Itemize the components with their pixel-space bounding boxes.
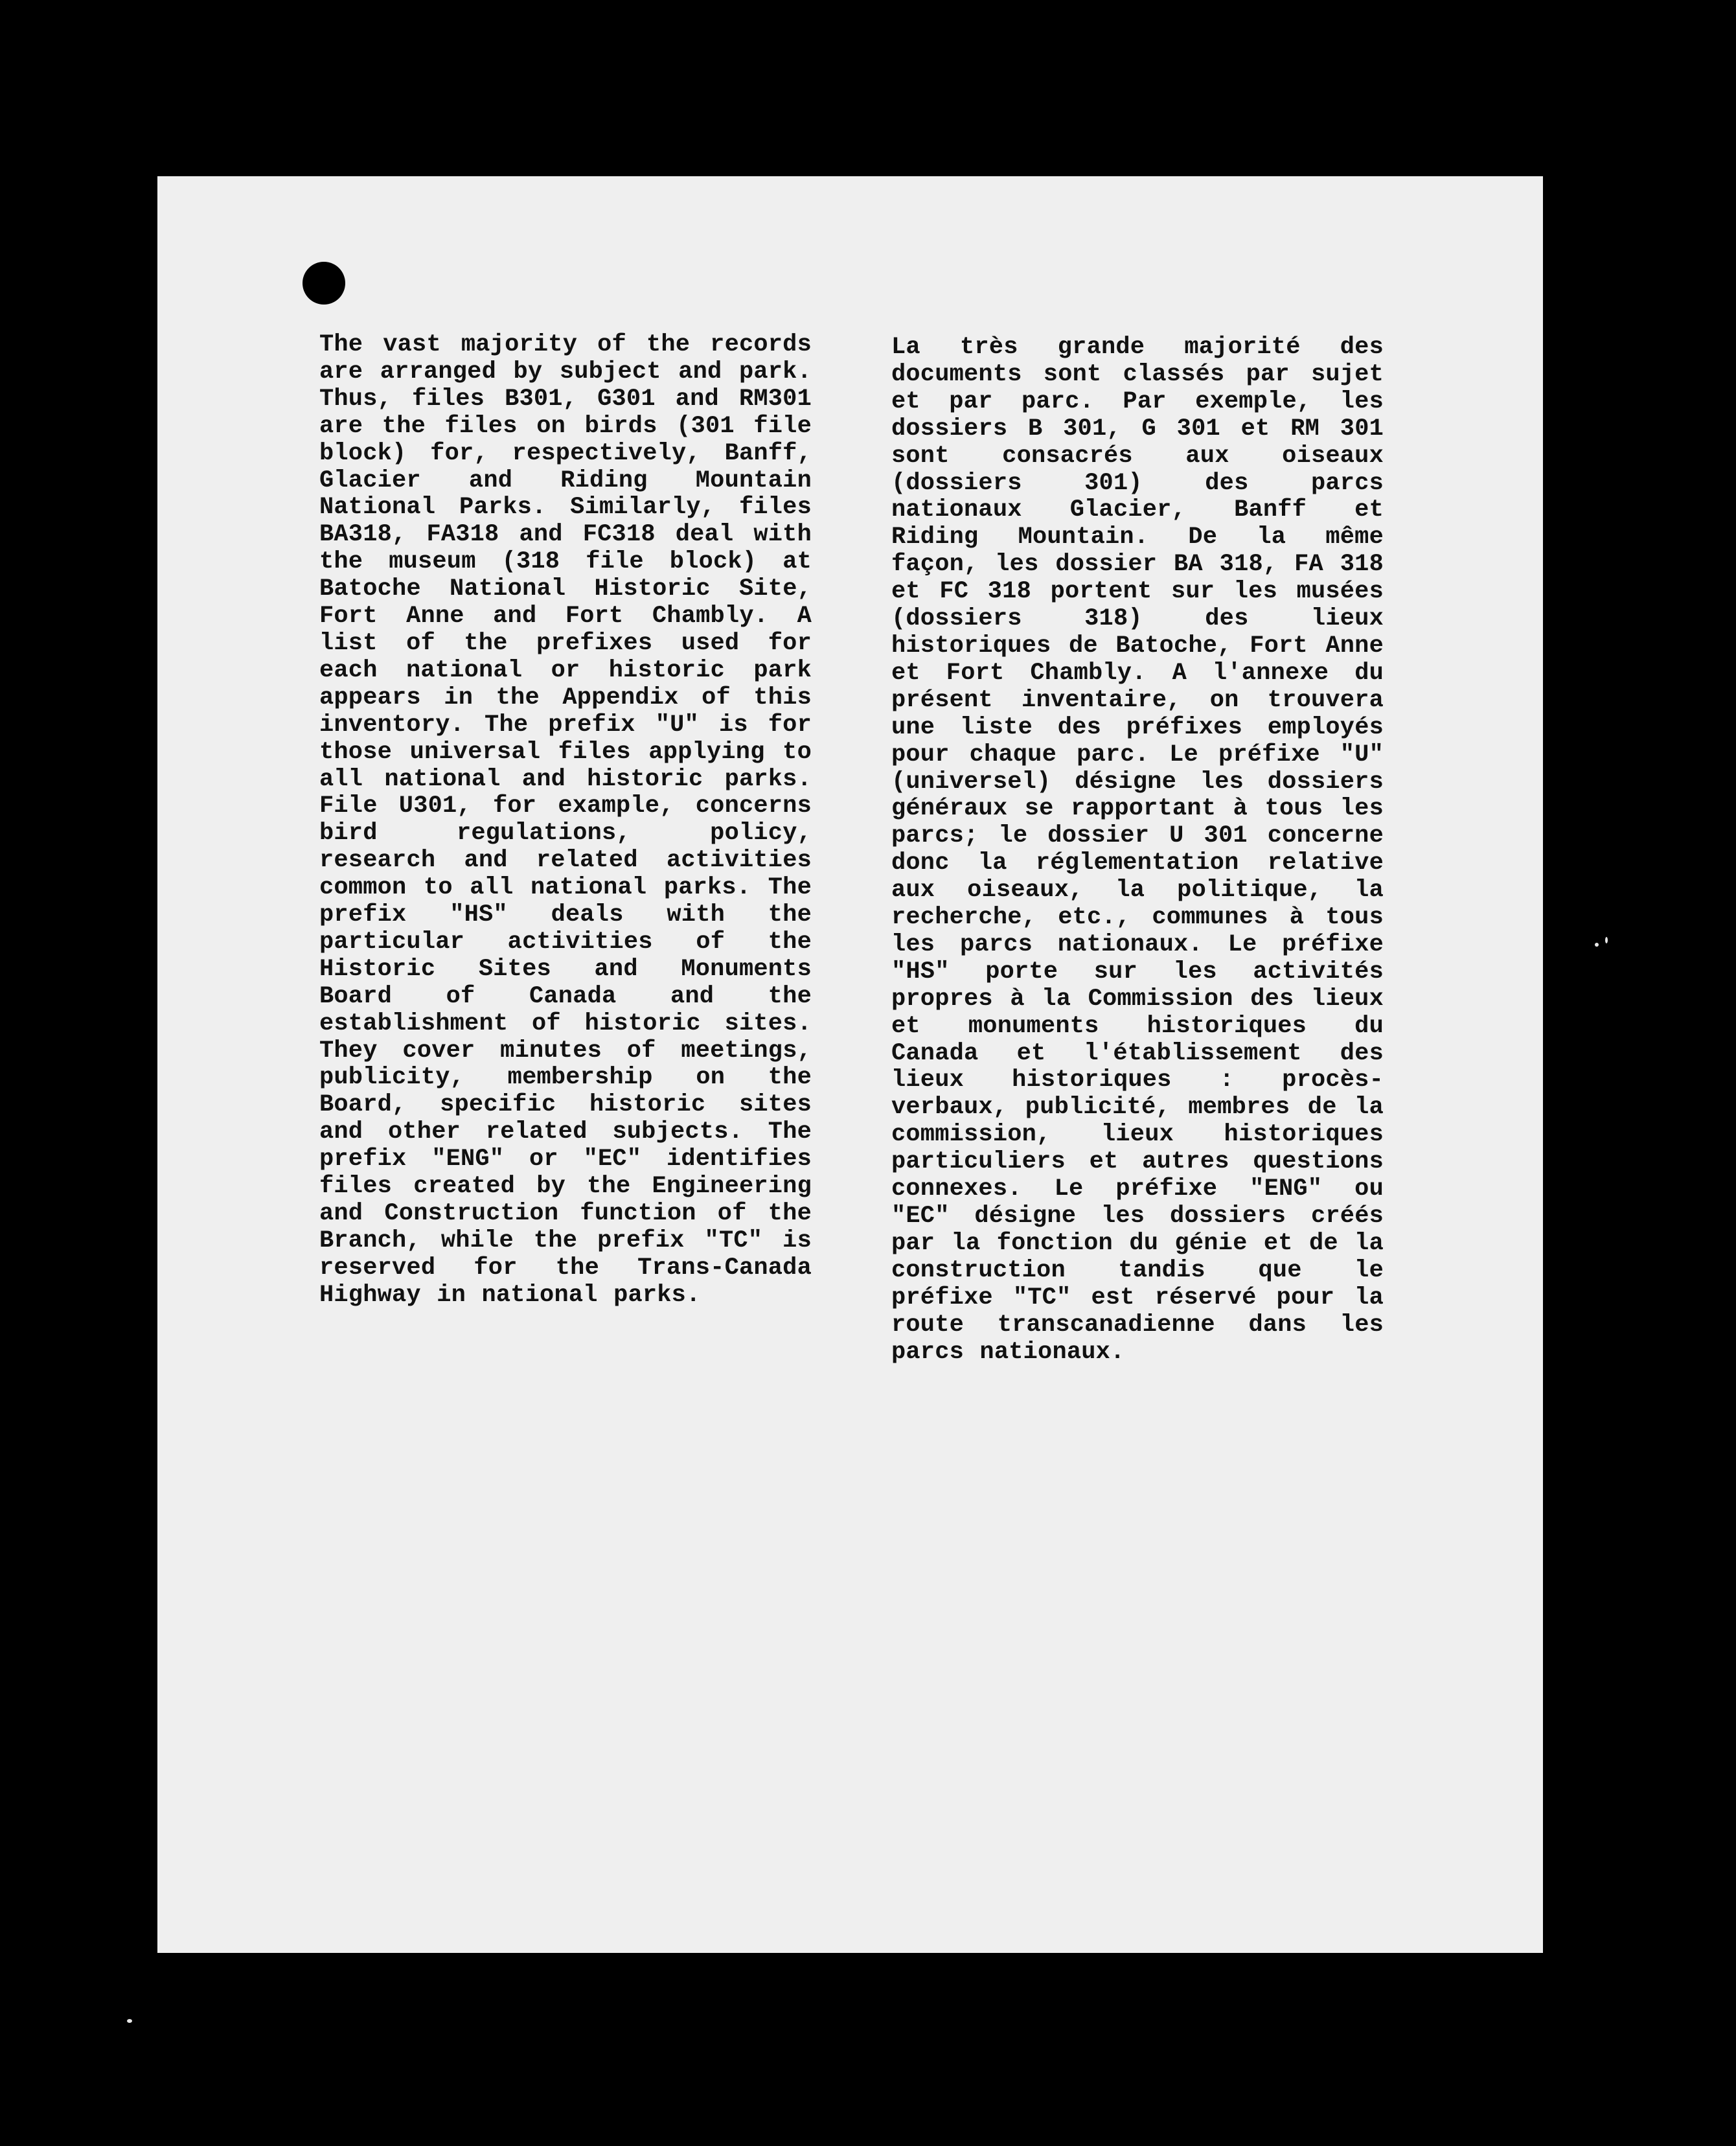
scan-artifact — [127, 2019, 132, 2023]
french-column-text: La très grande majorité des documents sont classés par sujet et par parc. Par exemple, les dossiers B 301, G 301 et RM 301 sont consacrés aux oiseaux (dossiers 301) des parcs nationaux Glacier, Banff et Riding Mountain. De la même façon, les dossier BA 318, FA 318 et FC 318 portent sur les musées (dossiers 318) des lieux historiques de Batoche, Fort Anne et Fort Chambly. A l'annexe du présent inventaire, on trouvera une liste des préfixes employés pour chaque parc. Le préfixe "U" (universel) désigne les dossiers généraux se rapportant à tous les parcs; le dossier U 301 concerne donc la réglementation relative aux oiseaux, la politique, la recherche, etc., communes à tous les parcs nationaux. Le préfixe "HS" porte sur les activités propres à la Commission des lieux et monuments historiques du Canada et l'établissement des lieux historiques : procès-verbaux, publicité, membres de la commission, lieux historiques particuliers et autres questions connexes. Le préfixe "ENG" ou "EC" désigne les dossiers créés par la fonction du génie et de la construction tandis que le préfixe "TC" est réservé pour la route transcanadienne dans les parcs nationaux. — [891, 334, 1384, 1366]
punch-hole — [303, 262, 345, 305]
english-column-text: The vast majority of the records are arranged by subject and park. Thus, files B301, G301 and RM301 are the files on birds (301 file block) for, respectively, Banff, Glacier and Riding Mountain National Parks. Similarly, files BA318, FA318 and FC318 deal with the museum (318 file block) at Batoche National Historic Site, Fort Anne and Fort Chambly. A list of the prefixes used for each national or historic park appears in the Appendix of this inventory. The prefix "U" is for those universal files applying to all national and historic parks. File U301, for example, concerns bird regulations, policy, research and related activities common to all national parks. The prefix "HS" deals with the particular activities of the Historic Sites and Monuments Board of Canada and the establishment of historic sites. They cover minutes of meetings, publicity, membership on the Board, specific historic sites and other related subjects. The prefix "ENG" or "EC" identifies files created by the Engineering and Construction function of the Branch, while the prefix "TC" is reserved for the Trans-Canada Highway in national parks. — [319, 331, 812, 1309]
scan-artifact — [1605, 937, 1608, 943]
scan-artifact — [1595, 943, 1599, 947]
